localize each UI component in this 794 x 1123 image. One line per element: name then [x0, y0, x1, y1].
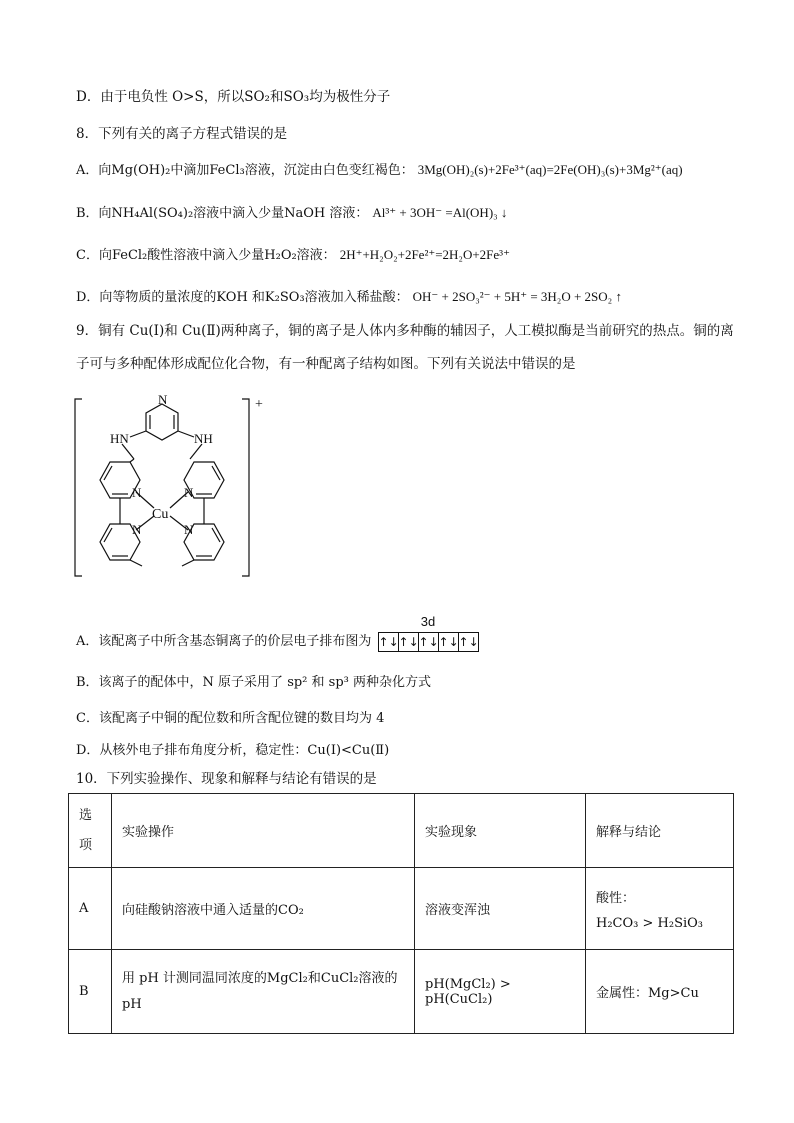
table-cell: 向硅酸钠溶液中通入适量的CO₂ — [112, 868, 415, 950]
question10-stem: 10．下列实验操作、现象和解释与结论有错误的是 — [76, 771, 377, 787]
atom-n: N — [158, 394, 168, 407]
table-row — [69, 950, 734, 1034]
table-cell: B — [69, 950, 112, 1034]
ion-charge: + — [255, 397, 263, 412]
header-cell: 实验操作 — [112, 794, 415, 868]
atom-n: N — [184, 522, 194, 537]
atom-hn: HN — [110, 431, 129, 446]
question9-option-a — [76, 613, 479, 652]
equation: Al³⁺ + 3OH⁻ =Al(OH)₃ ↓ — [372, 205, 508, 220]
table-cell: A — [69, 868, 112, 950]
option-text: D．向等物质的量浓度的KOH 和K₂SO₃溶液加入稀盐酸： — [76, 290, 409, 305]
atom-nh: NH — [194, 431, 213, 446]
question9-option-b: B．该离子的配体中，N 原子采用了 sp² 和 sp³ 两种杂化方式 — [76, 675, 431, 690]
table-cell: 金属性：Mg>Cu — [586, 950, 734, 1034]
conclusion-line: H₂CO₃ > H₂SiO₃ — [596, 915, 704, 931]
experiment-table — [68, 793, 734, 1034]
question8-option-a — [76, 159, 683, 178]
orbital-diagram — [378, 613, 479, 652]
conclusion-line: 酸性： — [596, 890, 636, 906]
header-cell: 解释与结论 — [586, 794, 734, 868]
equation: 3Mg(OH)₂(s)+2Fe³⁺(aq)=2Fe(OH)₃(s)+3Mg²⁺(aq) — [417, 162, 683, 177]
question8-option-b — [76, 202, 507, 221]
table-header-row — [69, 794, 734, 868]
orbital-box: ↑↓ — [398, 634, 419, 649]
atom-n: N — [132, 522, 142, 537]
question8-stem: 8．下列有关的离子方程式错误的是 — [76, 126, 288, 142]
orbital-label: 3d — [420, 613, 436, 629]
option-text: A．向Mg(OH)₂中滴加FeCl₃溶液，沉淀由白色变红褐色： — [76, 163, 414, 178]
question7-option-d: D．由于电负性 O>S，所以SO₂和SO₃均为极性分子 — [76, 89, 391, 105]
question9-stem: 9．铜有 Cu(Ⅰ)和 Cu(Ⅱ)两种离子，铜的离子是人体内多种酶的辅因子，人工模拟酶是当前研究的热点。铜的离子可与多种配体形成配位化合物，有一种配离子结构如图。下列有关说法中错误的是 — [76, 323, 734, 372]
atom-n: N — [132, 485, 142, 500]
table-cell: 用 pH 计测同温同浓度的MgCl₂和CuCl₂溶液的pH — [112, 950, 415, 1034]
header-cell: 选项 — [69, 794, 112, 868]
question9-option-d: D．从核外电子排布角度分析，稳定性：Cu(Ⅰ)<Cu(Ⅱ) — [76, 743, 390, 758]
orbital-box: ↑↓ — [418, 634, 439, 649]
option-text: B．向NH₄Al(SO₄)₂溶液中滴入少量NaOH 溶液： — [76, 206, 369, 221]
orbital-box: ↑↓ — [438, 634, 459, 649]
question9-option-c: C．该配离子中铜的配位数和所含配位键的数目均为 4 — [76, 711, 385, 726]
table-cell: 溶液变浑浊 — [415, 868, 586, 950]
question8-option-c — [76, 244, 510, 263]
atom-n: N — [184, 485, 194, 500]
table-cell: pH(MgCl₂) > pH(CuCl₂) — [415, 950, 586, 1034]
equation: OH⁻ + 2SO₃²⁻ + 5H⁺ = 3H₂O + 2SO₂ ↑ — [412, 289, 622, 304]
table-row — [69, 868, 734, 950]
orbital-box: ↑↓ — [458, 634, 479, 649]
header-cell: 实验现象 — [415, 794, 586, 868]
orbital-box: ↑↓ — [378, 634, 399, 649]
atom-cu: Cu — [152, 507, 169, 522]
question8-option-d — [76, 286, 622, 305]
complex-ion-structure — [72, 394, 272, 584]
table-cell — [586, 868, 734, 950]
equation: 2H⁺+H₂O₂+2Fe²⁺=2H₂O+2Fe³⁺ — [339, 247, 510, 262]
option-text: C．向FeCl₂酸性溶液中滴入少量H₂O₂溶液： — [76, 248, 336, 263]
option-text: A．该配离子中所含基态铜离子的价层电子排布图为 — [76, 634, 372, 649]
